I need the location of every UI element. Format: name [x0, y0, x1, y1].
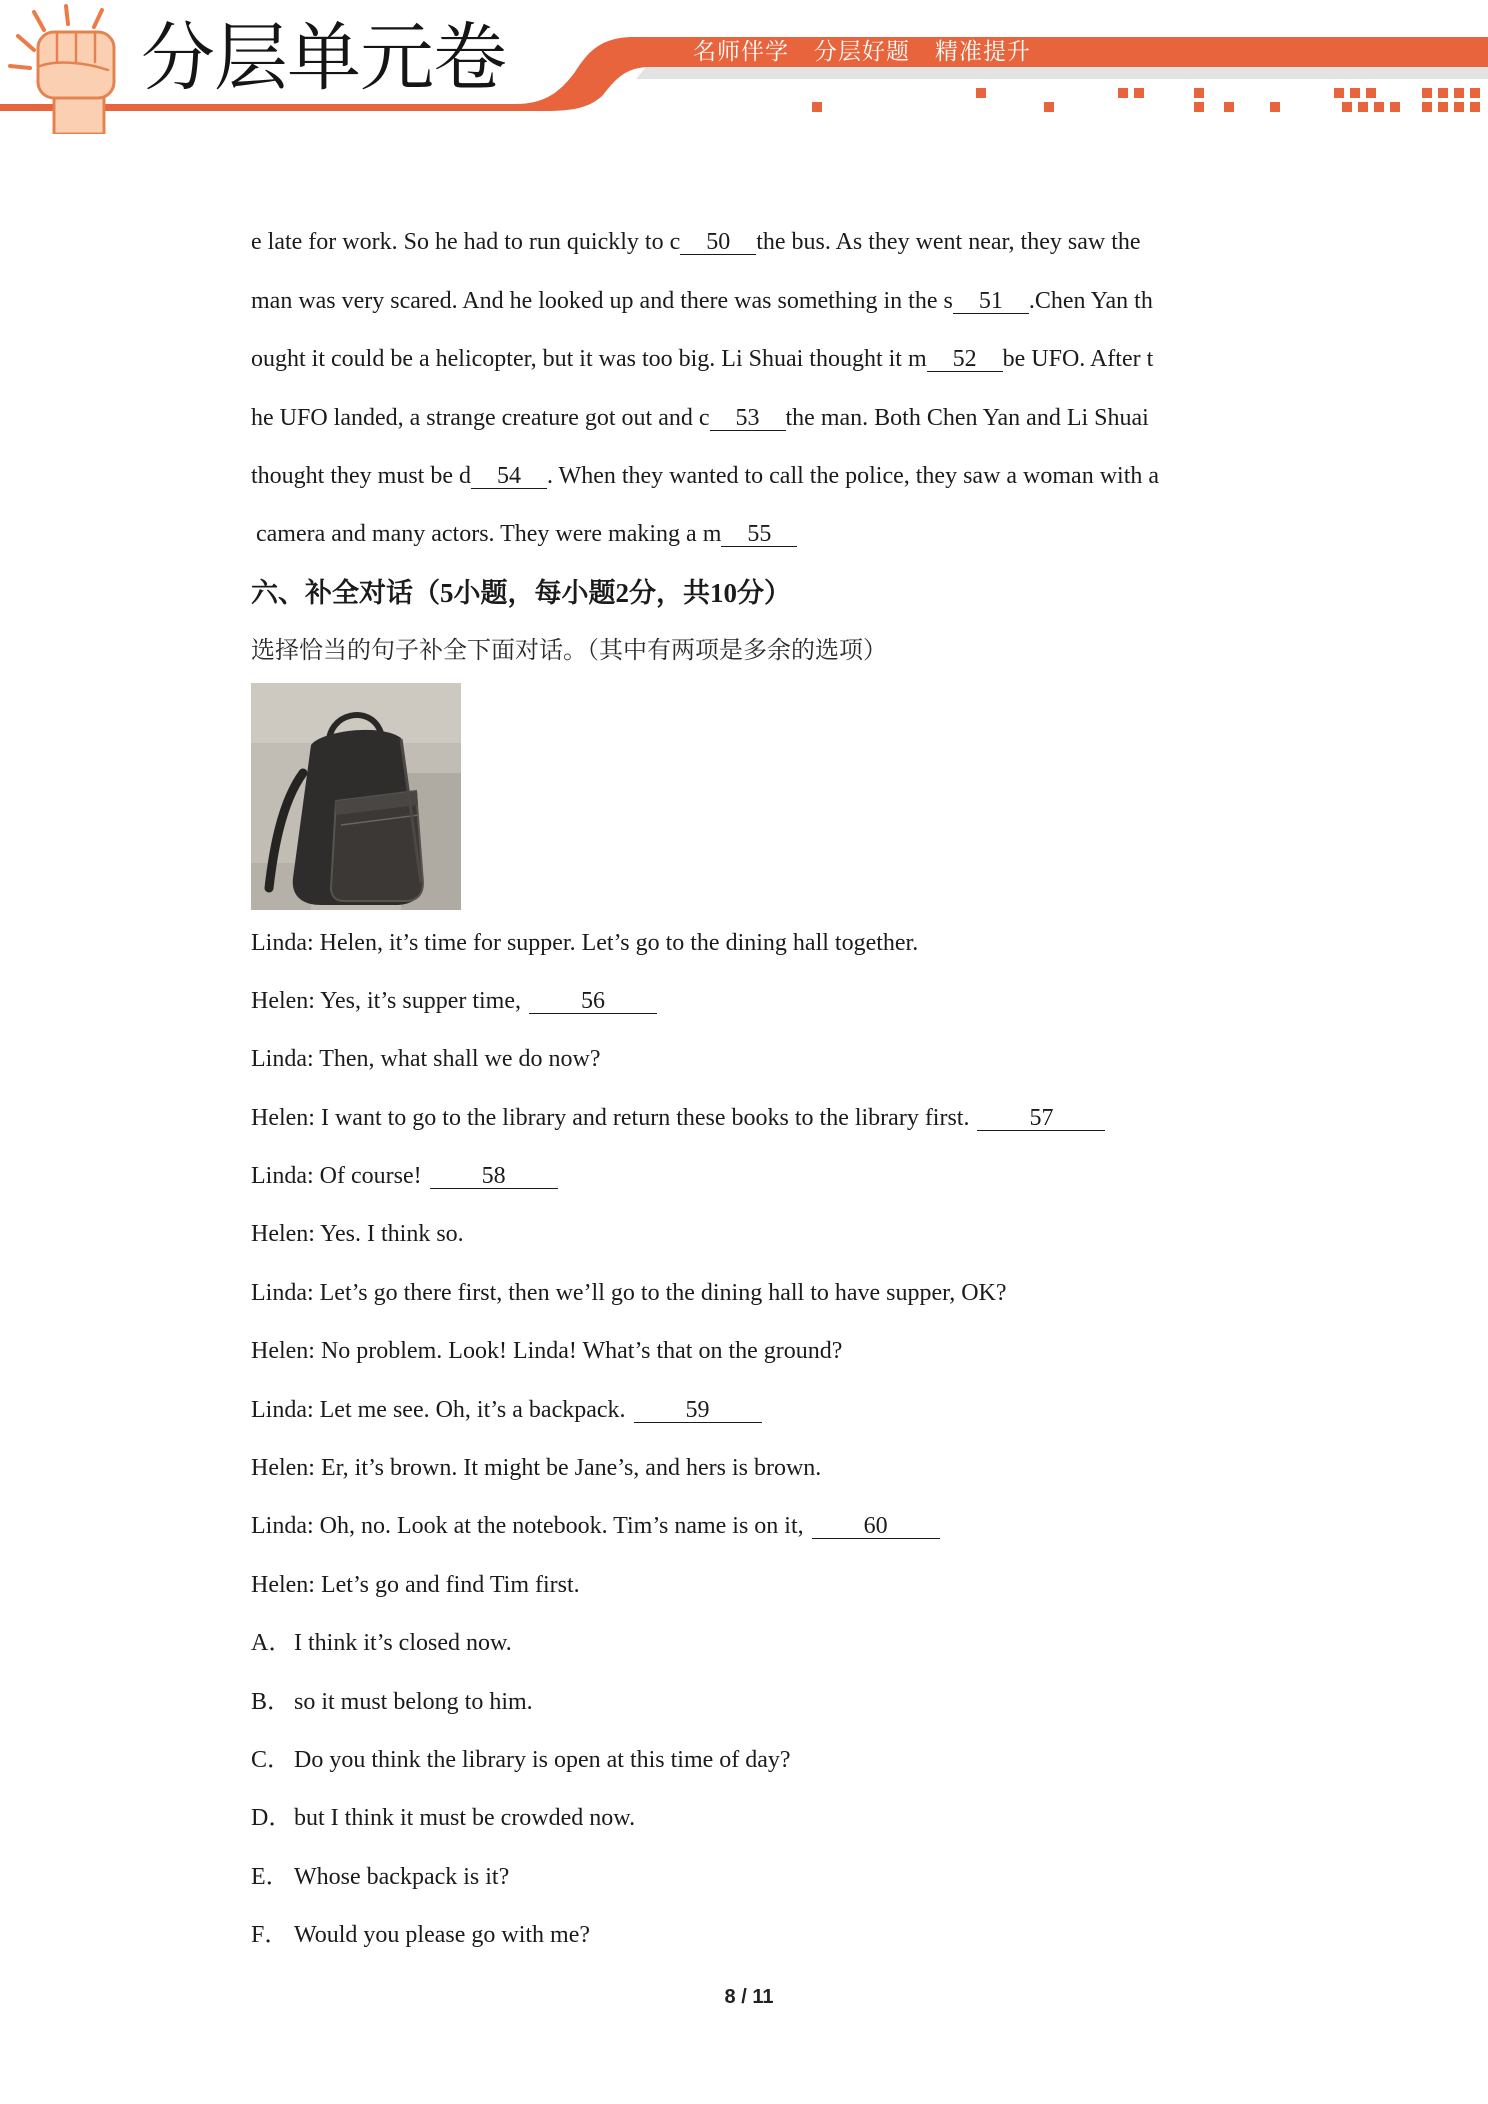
- passage-line: [251, 213, 1431, 271]
- option-letter: F．: [251, 1922, 289, 1949]
- answer-blank: 52: [927, 347, 1003, 372]
- dialogue-text: Helen: No problem. Look! Linda! What’s that on the ground?: [251, 1338, 843, 1365]
- passage-text: he UFO landed, a strange creature got out and c: [251, 404, 710, 431]
- decor-square: [812, 102, 822, 112]
- dialogue-text: Helen: Let’s go and find Tim first.: [251, 1571, 580, 1598]
- dialogue-text: Helen: Er, it’s brown. It might be Jane’s, and hers is brown.: [251, 1455, 822, 1482]
- decor-square: [1454, 88, 1464, 98]
- decor-square: [1194, 102, 1204, 112]
- option-text: Would you please go with me?: [294, 1922, 591, 1949]
- option-letter: E．: [251, 1863, 290, 1890]
- answer-option: [251, 1731, 1431, 1789]
- option-letter: B．: [251, 1688, 292, 1715]
- decor-square: [1374, 102, 1384, 112]
- dialogue-text: Helen: Yes. I think so.: [251, 1221, 464, 1248]
- raised-fist-icon: [4, 2, 134, 134]
- dialogue-line: [251, 1147, 1431, 1205]
- answer-option: [251, 1673, 1431, 1731]
- header-gray-band: [636, 67, 1488, 79]
- answer-blank: 53: [710, 406, 786, 431]
- option-letter: D．: [251, 1805, 293, 1832]
- decor-square: [1390, 102, 1400, 112]
- dialogue-line: [251, 914, 1431, 972]
- decor-square: [1470, 102, 1480, 112]
- decor-square: [1118, 88, 1128, 98]
- dialogue-line: [251, 1322, 1431, 1380]
- dialogue-text: Linda: Of course!: [251, 1163, 422, 1190]
- series-title: 分层单元卷: [141, 15, 506, 101]
- decor-square: [1334, 88, 1344, 98]
- dialogue-line: [251, 1381, 1431, 1439]
- option-text: but I think it must be crowded now.: [294, 1805, 636, 1832]
- dialogue-text: Linda: Helen, it’s time for supper. Let’s go to the dining hall together.: [251, 929, 919, 956]
- decor-square: [1350, 88, 1360, 98]
- decor-square: [1422, 102, 1432, 112]
- decor-square: [1224, 102, 1234, 112]
- decor-square: [1438, 88, 1448, 98]
- answer-blank: 57: [977, 1106, 1105, 1131]
- decor-square: [1342, 102, 1352, 112]
- decor-square: [1454, 102, 1464, 112]
- dialogue-line: [251, 1556, 1431, 1614]
- decor-square: [976, 88, 986, 98]
- section-heading: 六、补全对话（5小题，每小题2分，共10分）: [251, 577, 791, 608]
- passage-text: .Chen Yan th: [1028, 287, 1153, 314]
- dialogue-text: Helen: I want to go to the library and return these books to the library first.: [251, 1104, 970, 1131]
- passage-text: man was very scared. And he looked up and there was something in the s: [251, 287, 953, 314]
- passage-line: [251, 389, 1431, 447]
- answer-blank: 59: [634, 1398, 762, 1423]
- passage-text: ought it could be a helicopter, but it was too big. Li Shuai thought it m: [251, 346, 927, 373]
- passage-line: [251, 505, 1431, 563]
- header-decoration: [812, 88, 1480, 112]
- dialogue-line: [251, 1497, 1431, 1555]
- dialogue-text: Linda: Oh, no. Look at the notebook. Tim’s name is on it,: [251, 1513, 804, 1540]
- passage-text: the bus. As they went near, they saw the: [756, 229, 1141, 256]
- option-text: Whose backpack is it?: [294, 1863, 510, 1890]
- dialogue-text: Linda: Then, what shall we do now?: [251, 1046, 601, 1073]
- dialogue-line: [251, 1264, 1431, 1322]
- dialogue-line: [251, 1030, 1431, 1088]
- answer-option: [251, 1848, 1431, 1906]
- option-letter: A．: [251, 1630, 293, 1657]
- slogan-item: 分层好题: [814, 39, 910, 65]
- option-letter: C．: [251, 1746, 292, 1773]
- dialogue-text: Linda: Let’s go there first, then we’ll go to the dining hall to have supper, OK?: [251, 1279, 1007, 1306]
- dialogue-text: Linda: Let me see. Oh, it’s a backpack.: [251, 1396, 626, 1423]
- decor-square: [1134, 88, 1144, 98]
- passage-line: [251, 447, 1431, 505]
- dialogue-line: [251, 1089, 1431, 1147]
- answer-blank: 51: [953, 289, 1029, 314]
- decor-square: [1470, 88, 1480, 98]
- answer-blank: 56: [529, 989, 657, 1014]
- answer-blank: 60: [812, 1514, 940, 1539]
- passage-text: camera and many actors. They were making a m: [256, 521, 722, 548]
- option-text: Do you think the library is open at this time of day?: [294, 1746, 791, 1773]
- page-number: 8 / 11: [724, 1986, 774, 2008]
- dialogue-line: [251, 972, 1431, 1030]
- answer-blank: 50: [680, 230, 756, 255]
- decor-square: [1358, 102, 1368, 112]
- passage-text: e late for work. So he had to run quickly to c: [251, 229, 681, 256]
- decor-square: [1044, 102, 1054, 112]
- decor-square: [1438, 102, 1448, 112]
- slogan-item: 精准提升: [935, 39, 1031, 65]
- backpack-image: [251, 683, 461, 910]
- answer-blank: 55: [721, 522, 797, 547]
- passage-text: . When they wanted to call the police, they saw a woman with a: [546, 462, 1160, 489]
- answer-blank: 54: [471, 464, 547, 489]
- decor-square: [1194, 88, 1204, 98]
- answer-option: [251, 1906, 1431, 1964]
- passage-text: be UFO. After t: [1002, 346, 1154, 373]
- dialogue-line: [251, 1439, 1431, 1497]
- passage-line: [251, 330, 1431, 388]
- answer-blank: 58: [430, 1164, 558, 1189]
- section-instruction: 选择恰当的句子补全下面对话。（其中有两项是多余的选项）: [251, 638, 887, 665]
- page-content: [251, 213, 1431, 1964]
- passage-text: the man. Both Chen Yan and Li Shuai: [785, 404, 1149, 431]
- option-text: so it must belong to him.: [294, 1688, 533, 1715]
- decor-square: [1366, 88, 1376, 98]
- decor-square: [1270, 102, 1280, 112]
- slogan-item: 名师伴学: [693, 39, 789, 65]
- dialogue-line: [251, 1205, 1431, 1263]
- passage-text: thought they must be d: [251, 462, 471, 489]
- answer-option: [251, 1789, 1431, 1847]
- option-text: I think it’s closed now.: [294, 1630, 512, 1657]
- answer-option: [251, 1614, 1431, 1672]
- passage-line: [251, 272, 1431, 330]
- decor-square: [1422, 88, 1432, 98]
- slogan: [693, 38, 1031, 66]
- dialogue-text: Helen: Yes, it’s supper time,: [251, 987, 521, 1014]
